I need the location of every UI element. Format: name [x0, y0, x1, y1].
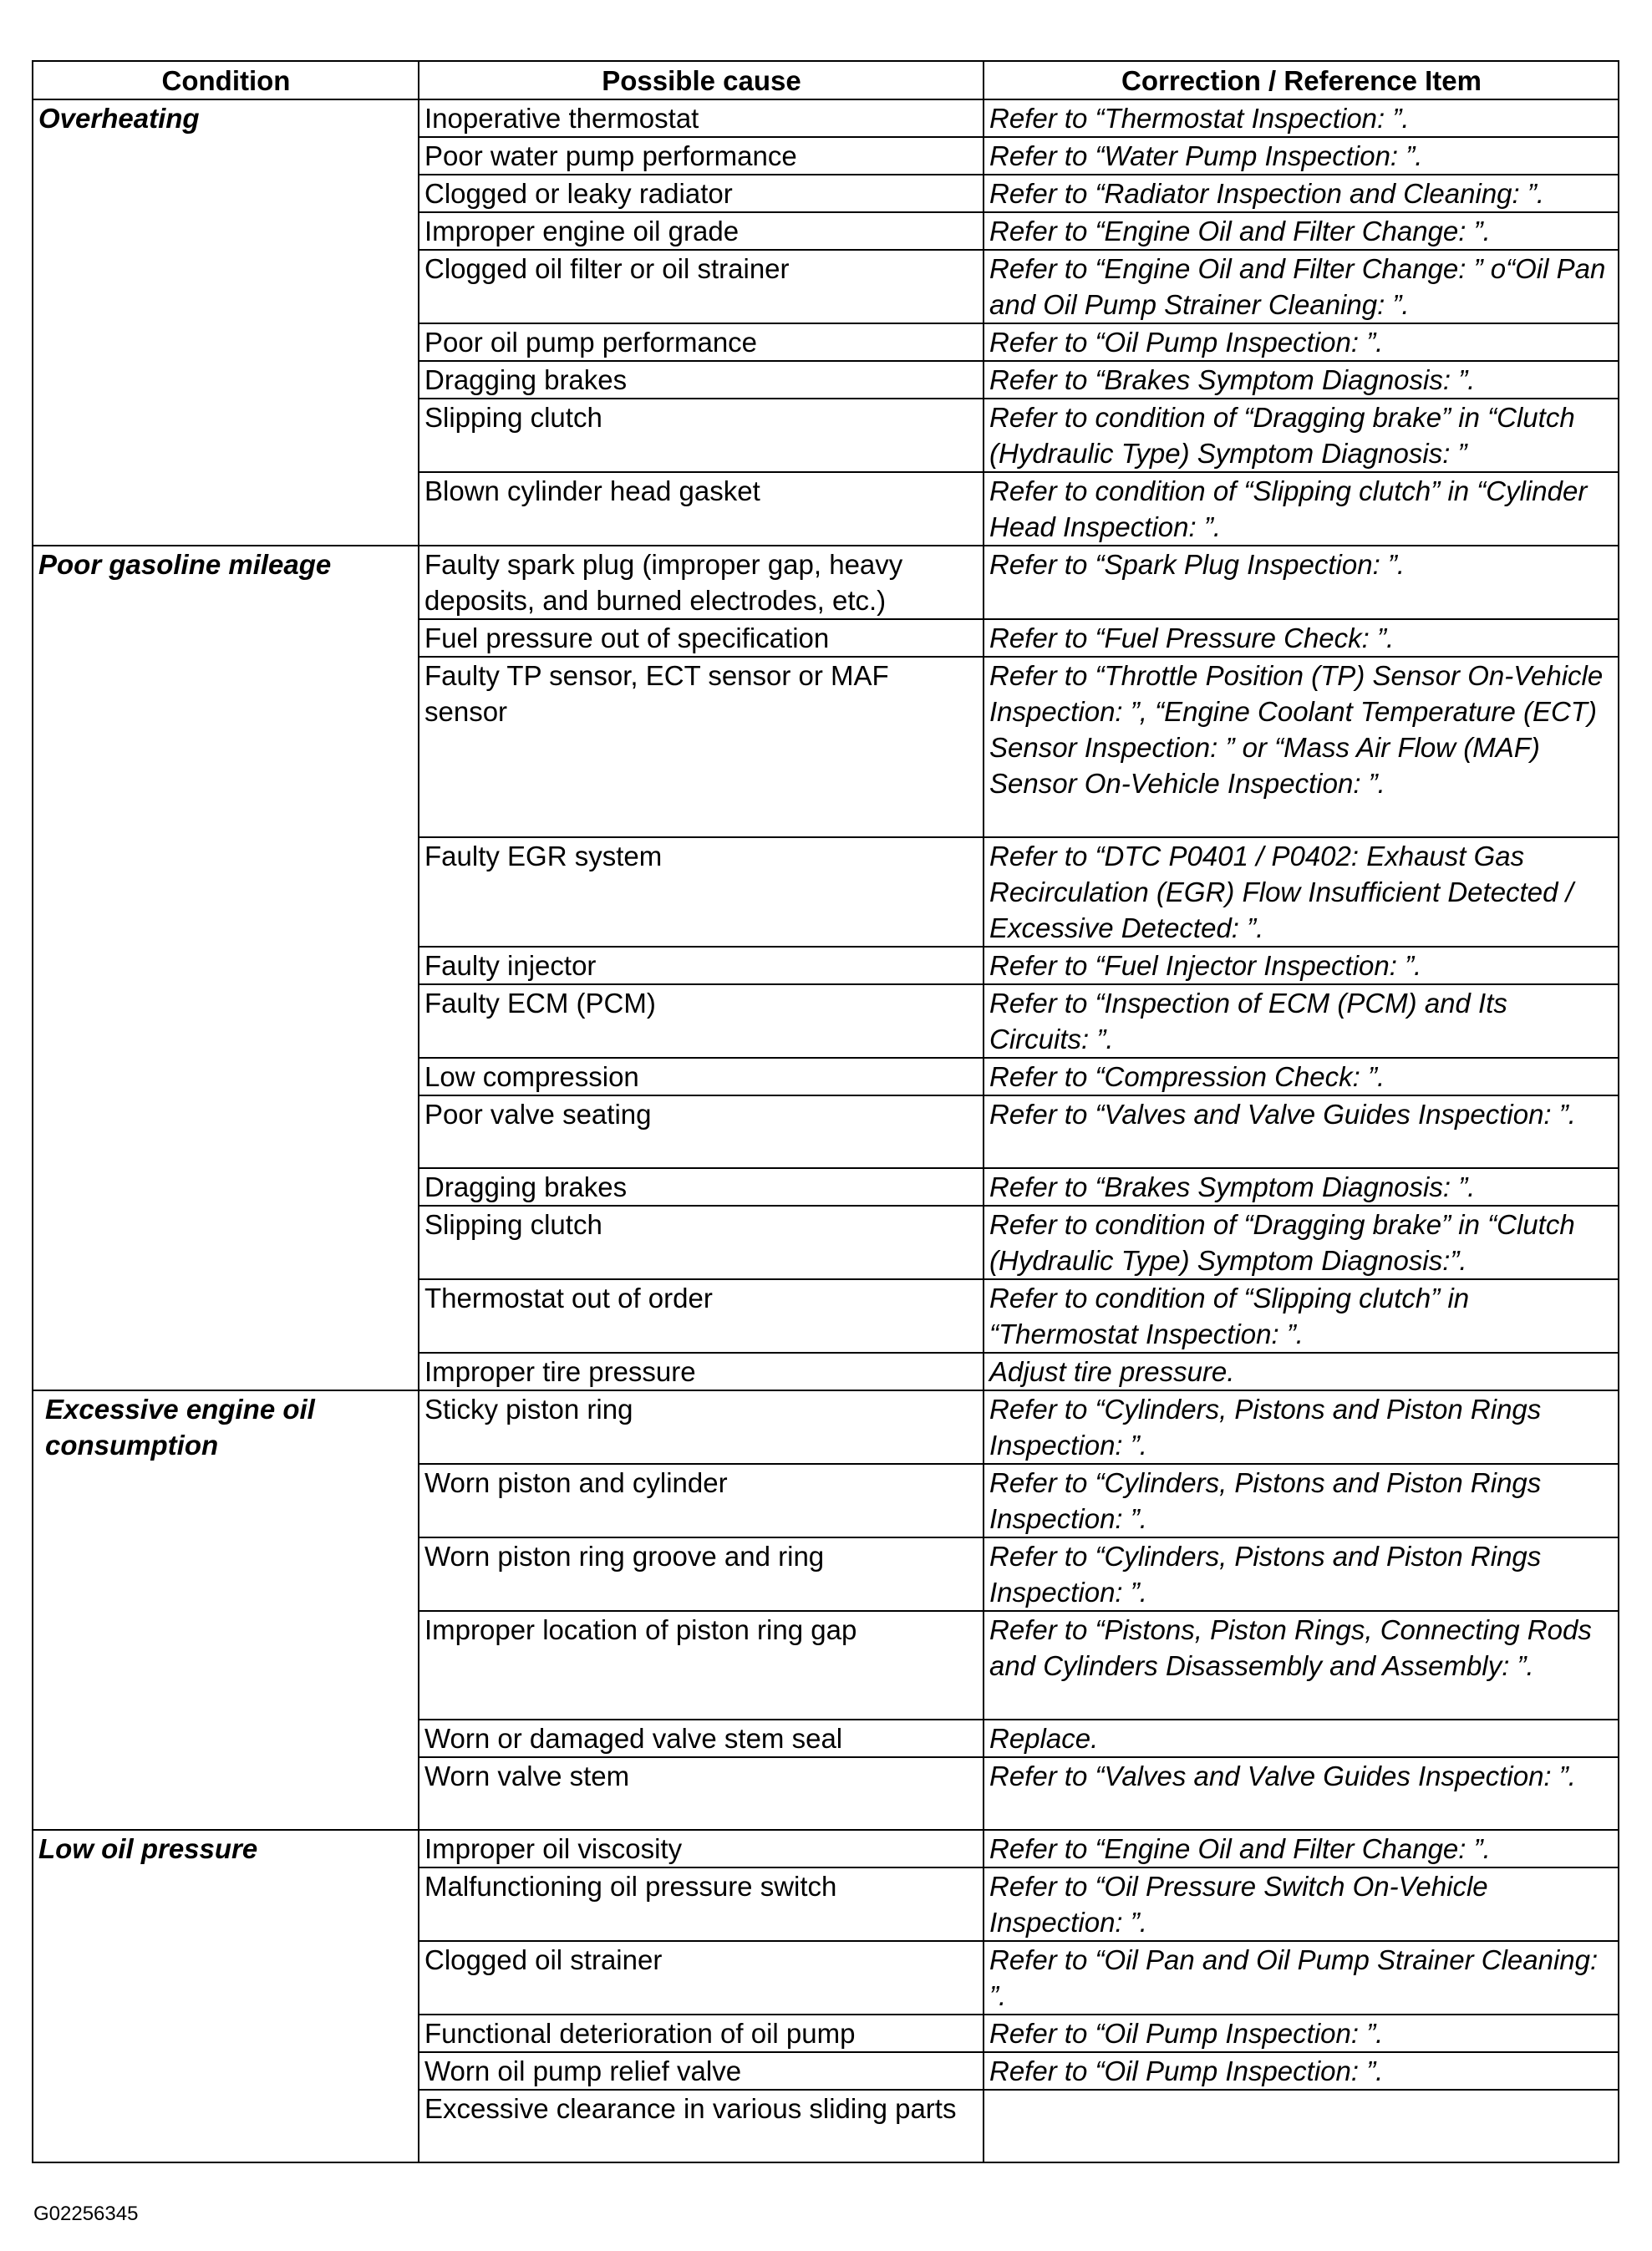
- possible-cause-cell: Poor oil pump performance: [419, 323, 984, 361]
- correction-reference-cell: Refer to “Pistons, Piston Rings, Connecting Rods and Cylinders Disassembly and Assembly: ”.: [984, 1611, 1619, 1720]
- condition-cell: Low oil pressure: [33, 1830, 419, 2162]
- correction-reference-cell: Refer to “Valves and Valve Guides Inspection: ”.: [984, 1095, 1619, 1168]
- possible-cause-cell: Improper location of piston ring gap: [419, 1611, 984, 1720]
- correction-reference-cell: Refer to condition of “Slipping clutch” in “Thermostat Inspection: ”.: [984, 1279, 1619, 1353]
- diagnosis-table-container: [32, 60, 1618, 2163]
- possible-cause-cell: Dragging brakes: [419, 1168, 984, 1206]
- correction-reference-cell: Refer to “Spark Plug Inspection: ”.: [984, 546, 1619, 619]
- correction-reference-cell: Adjust tire pressure.: [984, 1353, 1619, 1390]
- possible-cause-cell: Improper tire pressure: [419, 1353, 984, 1390]
- diagnosis-table: [32, 60, 1619, 2163]
- correction-reference-cell: Refer to “Fuel Injector Inspection: ”.: [984, 947, 1619, 984]
- correction-reference-cell: Refer to “Engine Oil and Filter Change: ”.: [984, 1830, 1619, 1867]
- possible-cause-cell: Inoperative thermostat: [419, 99, 984, 137]
- correction-reference-cell: Refer to “Brakes Symptom Diagnosis: ”.: [984, 1168, 1619, 1206]
- possible-cause-cell: Malfunctioning oil pressure switch: [419, 1867, 984, 1941]
- possible-cause-cell: Thermostat out of order: [419, 1279, 984, 1353]
- correction-reference-cell: Refer to “Valves and Valve Guides Inspection: ”.: [984, 1757, 1619, 1830]
- condition-cell: Excessive engine oil consumption: [33, 1390, 419, 1830]
- possible-cause-cell: Worn piston ring groove and ring: [419, 1537, 984, 1611]
- condition-cell: Overheating: [33, 99, 419, 546]
- possible-cause-cell: Faulty TP sensor, ECT sensor or MAF sensor: [419, 657, 984, 837]
- possible-cause-cell: Dragging brakes: [419, 361, 984, 399]
- correction-reference-cell: Refer to “Engine Oil and Filter Change: ” o“Oil Pan and Oil Pump Strainer Cleaning: ”.: [984, 250, 1619, 323]
- possible-cause-cell: Slipping clutch: [419, 399, 984, 472]
- possible-cause-cell: Worn oil pump relief valve: [419, 2052, 984, 2090]
- possible-cause-cell: Worn or damaged valve stem seal: [419, 1720, 984, 1757]
- correction-reference-cell: Refer to “Oil Pump Inspection: ”.: [984, 323, 1619, 361]
- correction-reference-cell: Refer to “Thermostat Inspection: ”.: [984, 99, 1619, 137]
- table-row: [33, 546, 1619, 619]
- correction-reference-cell: Refer to “Inspection of ECM (PCM) and Its Circuits: ”.: [984, 984, 1619, 1058]
- possible-cause-cell: Worn piston and cylinder: [419, 1464, 984, 1537]
- possible-cause-cell: Sticky piston ring: [419, 1390, 984, 1464]
- possible-cause-cell: Clogged oil strainer: [419, 1941, 984, 2015]
- correction-reference-cell: [984, 2090, 1619, 2162]
- correction-reference-cell: Refer to “DTC P0401 / P0402: Exhaust Gas Recirculation (EGR) Flow Insufficient Detected / Excessive Detected: ”.: [984, 837, 1619, 947]
- possible-cause-cell: Clogged or leaky radiator: [419, 175, 984, 212]
- possible-cause-cell: Worn valve stem: [419, 1757, 984, 1830]
- correction-reference-cell: Refer to “Oil Pressure Switch On-Vehicle Inspection: ”.: [984, 1867, 1619, 1941]
- possible-cause-cell: Improper oil viscosity: [419, 1830, 984, 1867]
- possible-cause-cell: Blown cylinder head gasket: [419, 472, 984, 546]
- possible-cause-cell: Faulty injector: [419, 947, 984, 984]
- possible-cause-cell: Fuel pressure out of specification: [419, 619, 984, 657]
- possible-cause-cell: Faulty ECM (PCM): [419, 984, 984, 1058]
- correction-reference-cell: Refer to “Cylinders, Pistons and Piston Rings Inspection: ”.: [984, 1390, 1619, 1464]
- figure-code: G02256345: [33, 2203, 139, 2225]
- table-body: [33, 99, 1619, 2162]
- possible-cause-cell: Excessive clearance in various sliding parts: [419, 2090, 984, 2162]
- table-row: [33, 1830, 1619, 1867]
- correction-reference-cell: Refer to condition of “Slipping clutch” in “Cylinder Head Inspection: ”.: [984, 472, 1619, 546]
- header-possible-cause: Possible cause: [419, 61, 984, 99]
- correction-reference-cell: Refer to “Brakes Symptom Diagnosis: ”.: [984, 361, 1619, 399]
- possible-cause-cell: Poor water pump performance: [419, 137, 984, 175]
- correction-reference-cell: Refer to condition of “Dragging brake” in “Clutch (Hydraulic Type) Symptom Diagnosis: ”: [984, 399, 1619, 472]
- possible-cause-cell: Low compression: [419, 1058, 984, 1095]
- correction-reference-cell: Refer to “Oil Pump Inspection: ”.: [984, 2015, 1619, 2052]
- correction-reference-cell: Refer to “Oil Pump Inspection: ”.: [984, 2052, 1619, 2090]
- correction-reference-cell: Refer to condition of “Dragging brake” in “Clutch (Hydraulic Type) Symptom Diagnosis:”.: [984, 1206, 1619, 1279]
- correction-reference-cell: Replace.: [984, 1720, 1619, 1757]
- table-row: [33, 99, 1619, 137]
- correction-reference-cell: Refer to “Radiator Inspection and Cleaning: ”.: [984, 175, 1619, 212]
- possible-cause-cell: Functional deterioration of oil pump: [419, 2015, 984, 2052]
- correction-reference-cell: Refer to “Fuel Pressure Check: ”.: [984, 619, 1619, 657]
- possible-cause-cell: Faulty spark plug (improper gap, heavy deposits, and burned electrodes, etc.): [419, 546, 984, 619]
- correction-reference-cell: Refer to “Cylinders, Pistons and Piston Rings Inspection: ”.: [984, 1537, 1619, 1611]
- correction-reference-cell: Refer to “Oil Pan and Oil Pump Strainer Cleaning: ”.: [984, 1941, 1619, 2015]
- possible-cause-cell: Faulty EGR system: [419, 837, 984, 947]
- correction-reference-cell: Refer to “Cylinders, Pistons and Piston Rings Inspection: ”.: [984, 1464, 1619, 1537]
- table-row: [33, 1390, 1619, 1464]
- correction-reference-cell: Refer to “Throttle Position (TP) Sensor On-Vehicle Inspection: ”, “Engine Coolant Temperature (ECT) Sensor Inspection: ” or “Mass Air Flow (MAF) Sensor On-Vehicle Inspection: ”.: [984, 657, 1619, 837]
- condition-cell: Poor gasoline mileage: [33, 546, 419, 1390]
- header-correction: Correction / Reference Item: [984, 61, 1619, 99]
- header-row: [33, 61, 1619, 99]
- possible-cause-cell: Slipping clutch: [419, 1206, 984, 1279]
- possible-cause-cell: Poor valve seating: [419, 1095, 984, 1168]
- header-condition: Condition: [33, 61, 419, 99]
- possible-cause-cell: Clogged oil filter or oil strainer: [419, 250, 984, 323]
- correction-reference-cell: Refer to “Engine Oil and Filter Change: ”.: [984, 212, 1619, 250]
- correction-reference-cell: Refer to “Compression Check: ”.: [984, 1058, 1619, 1095]
- correction-reference-cell: Refer to “Water Pump Inspection: ”.: [984, 137, 1619, 175]
- possible-cause-cell: Improper engine oil grade: [419, 212, 984, 250]
